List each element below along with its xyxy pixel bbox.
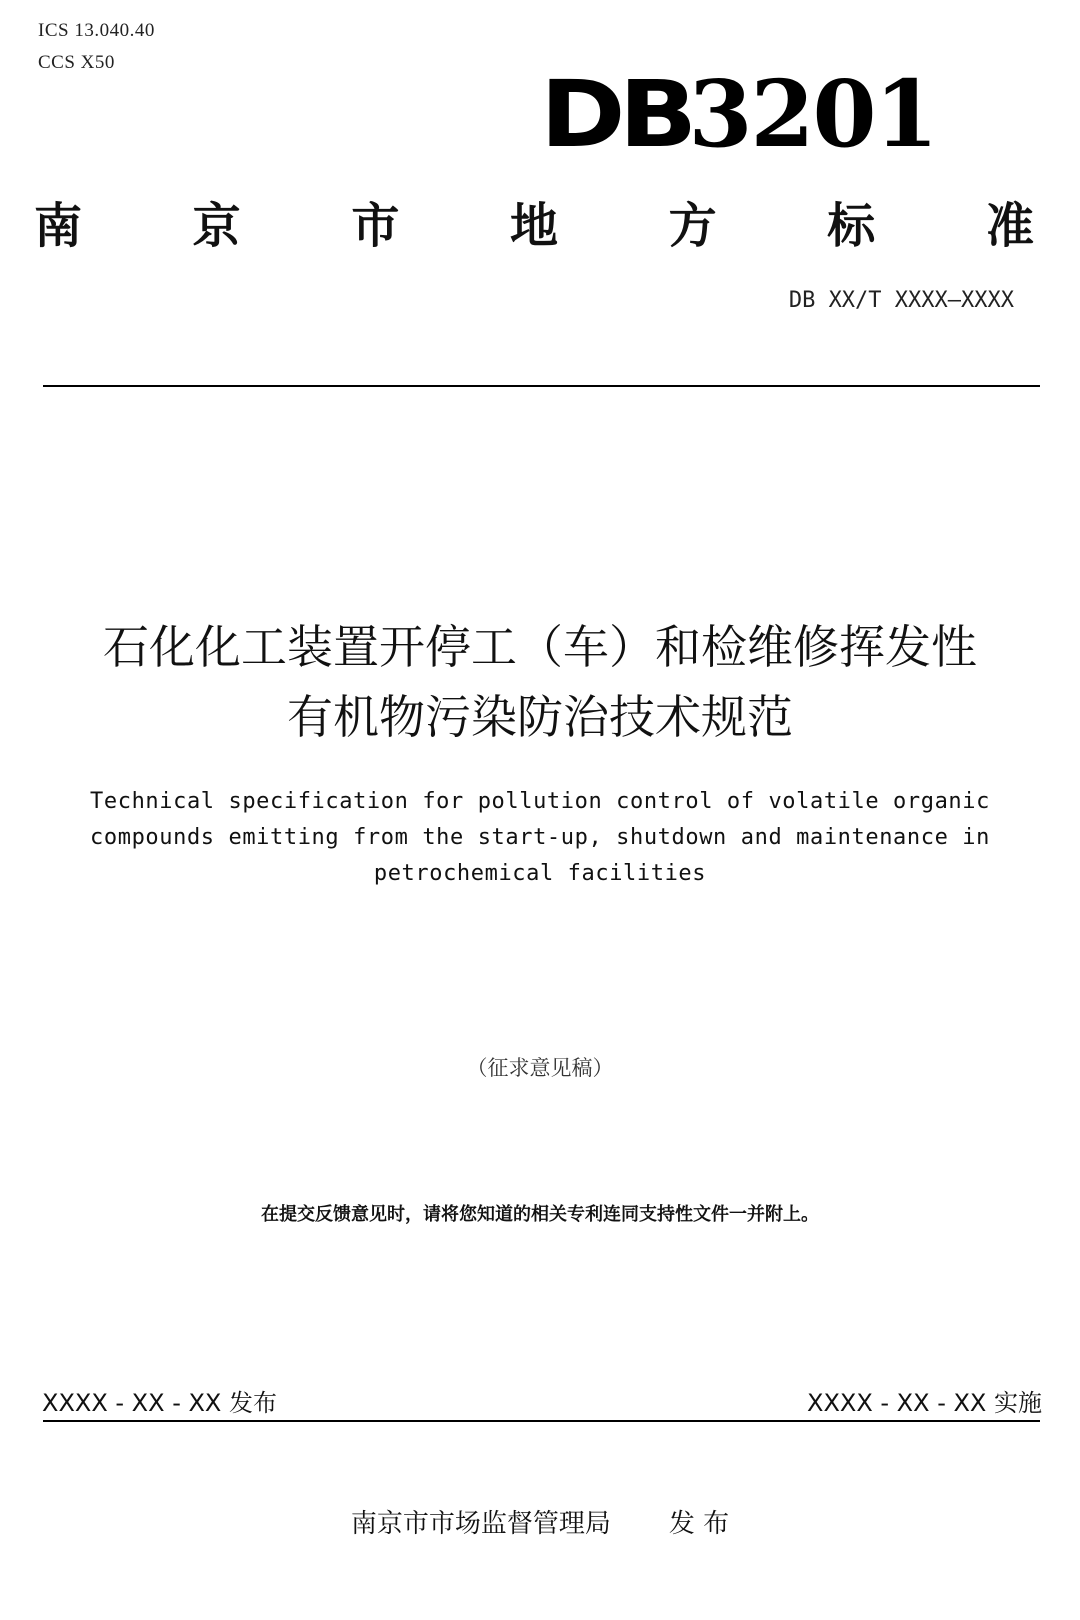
- bottom-divider: [43, 1420, 1040, 1422]
- standard-type-char: 方: [668, 198, 717, 254]
- standard-type-char: 市: [351, 198, 400, 254]
- english-title-line: petrochemical facilities: [373, 861, 707, 886]
- issuer-action: 发 布: [668, 1509, 730, 1539]
- db-logo-prefix: DB: [540, 61, 691, 168]
- standard-type-char: 标: [827, 198, 876, 254]
- ccs-code: CCS X50: [38, 52, 115, 73]
- db-logo: [540, 60, 940, 168]
- issuer: [0, 1503, 1080, 1540]
- english-title: [60, 784, 1020, 892]
- english-title-line: Technical specification for pollution control of volatile organic: [90, 789, 990, 814]
- standard-number: DB XX/T XXXX—XXXX: [788, 288, 1014, 313]
- draft-label: （征求意见稿）: [466, 1056, 614, 1080]
- ics-code: ICS 13.040.40: [38, 20, 155, 41]
- standard-type-char: 地: [509, 198, 558, 254]
- english-title-line: compounds emitting from the start-up, shutdown and maintenance in: [90, 825, 990, 850]
- standard-type-char: 准: [985, 198, 1034, 254]
- release-date: XXXX - XX - XX 发布: [42, 1389, 277, 1417]
- patent-notice: 在提交反馈意见时，请将您知道的相关专利连同支持性文件一并附上。: [261, 1204, 819, 1225]
- standard-type-char: 京: [192, 198, 241, 254]
- chinese-title: [20, 612, 1060, 752]
- implementation-date: XXXX - XX - XX 实施: [807, 1389, 1042, 1417]
- db-logo-code: 3201: [688, 60, 937, 168]
- chinese-title-line: 石化化工装置开停工（车）和检维修挥发性: [103, 620, 977, 674]
- standard-type-title: [34, 196, 1034, 256]
- top-divider: [43, 385, 1040, 387]
- chinese-title-line: 有机物污染防治技术规范: [287, 690, 793, 744]
- issuer-name: 南京市市场监督管理局: [350, 1509, 611, 1539]
- standard-type-char: 南: [34, 198, 83, 254]
